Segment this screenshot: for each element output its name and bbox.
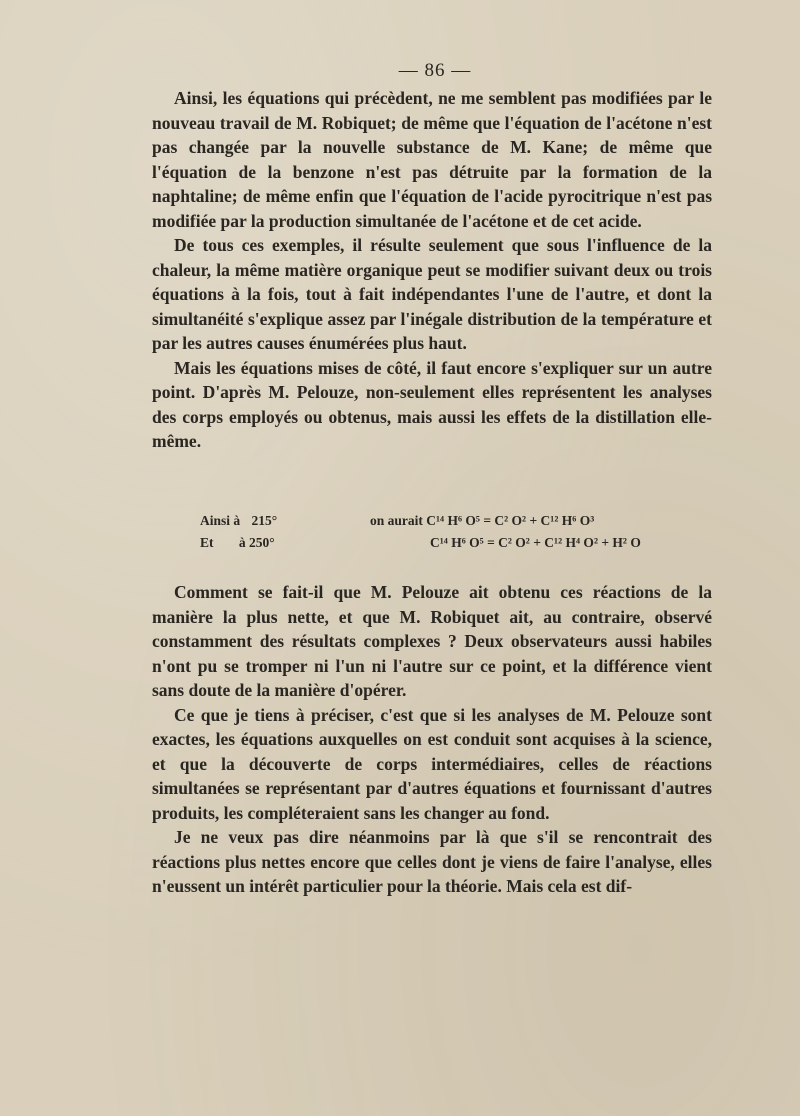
equation-formula: on aurait C¹⁴ H⁶ O⁵ = C² O² + C¹² H⁶ O³	[370, 513, 595, 528]
page-number: — 86 —	[398, 60, 472, 81]
paragraph: Ainsi, les équations qui précèdent, ne me semblent pas modifiées par le nouveau travail de M. Robiquet; de même que l'équation de l'acétone n'est pas changée par la nouvelle substance de M. Kane; de même que l'équation de la benzone n'est pas détruite par la formation de la naphtaline; de même enfin que l'équation de l'acide pyrocitrique n'est pas modifiée par la production simultanée de l'acétone et de cet acide.	[152, 88, 712, 231]
equation-row	[200, 532, 641, 554]
equation-label-text: Et	[200, 535, 214, 550]
paragraph: Ce que je tiens à préciser, c'est que si les analyses de M. Pelouze sont exactes, les équations auxquelles on est conduit sont acquises à la science, et que la découverte de corps intermédiaires, celles de réactions simultanées se représentant par d'autres équations et fournissant d'autres produits, les compléteraient sans les changer au fond.	[152, 704, 712, 823]
equation-row	[200, 510, 641, 532]
paragraph: De tous ces exemples, il résulte seulement que sous l'influence de la chaleur, la même matière organique peut se modifier suivant deux ou trois équations à la fois, tout à fait indépendantes l'une de l'autre, et dont la simultanéité s'explique assez par l'inégale distribution de la température et par les autres causes énumérées plus haut.	[152, 235, 712, 353]
text-block-bottom	[152, 580, 712, 899]
paragraph: Mais les équations mises de côté, il faut encore s'expliquer sur un autre point. D'après M. Pelouze, non-seulement elles représentent les analyses des corps employés ou obtenus, mais aussi les effets de la distillation elle-même.	[152, 357, 712, 451]
equation-block	[200, 510, 641, 554]
paragraph: Comment se fait-il que M. Pelouze ait obtenu ces réactions de la manière la plus nette, et que M. Robiquet ait, au contraire, observé constamment des résultats complexes ? Deux observateurs aussi habiles n'ont pu se tromper ni l'un ni l'autre sur ce point, et la différence vient sans doute de la manière d'opérer.	[152, 582, 712, 700]
equation-temperature: à 250°	[238, 535, 275, 550]
equation-label	[200, 510, 370, 532]
equation-formula: C¹⁴ H⁶ O⁵ = C² O² + C¹² H⁴ O² + H² O	[430, 535, 641, 550]
equation-label	[200, 532, 370, 554]
text-block-top	[152, 86, 712, 454]
equation-temperature: 215°	[251, 513, 278, 528]
paragraph: Je ne veux pas dire néanmoins par là que s'il se rencontrait des réactions plus nettes encore que celles dont je viens de faire l'analyse, elles n'eussent un intérêt particulier pour la théorie. Mais cela est dif-	[152, 827, 712, 896]
equation-label-text: Ainsi à	[200, 513, 241, 528]
